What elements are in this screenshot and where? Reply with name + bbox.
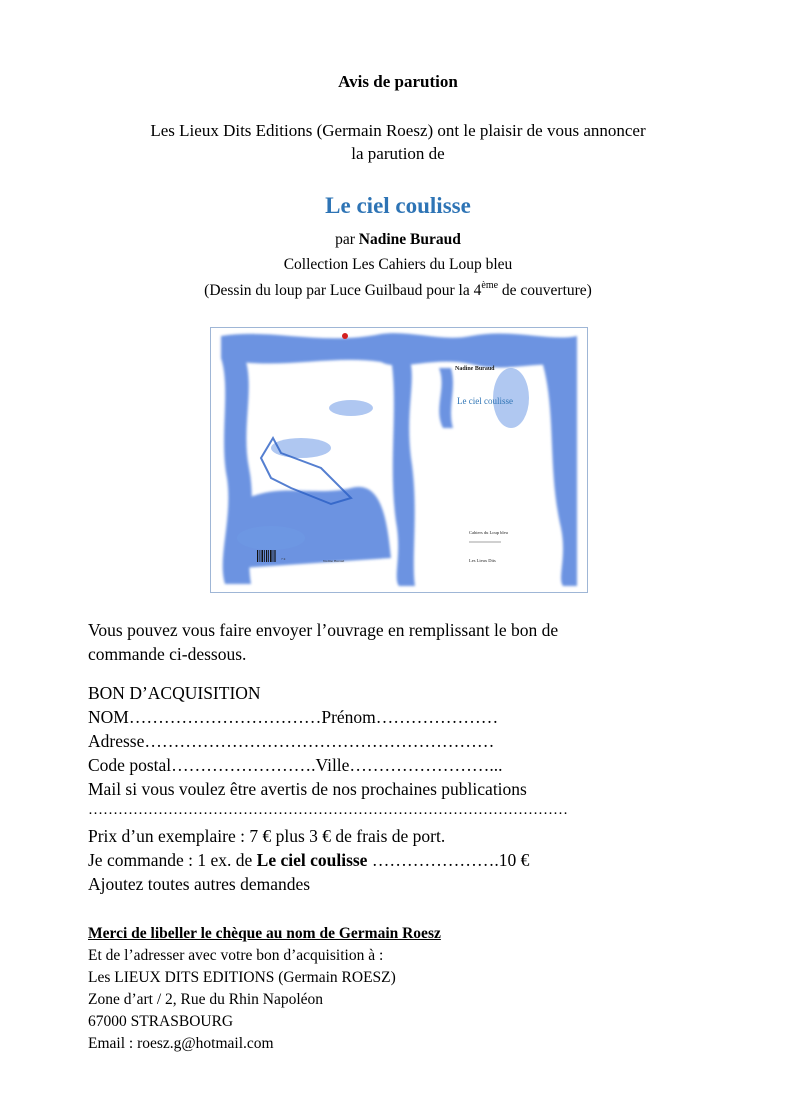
cover-title: Le ciel coulisse [457,396,513,406]
cheque-instruction: Merci de libeller le chèque au nom de Germain Roesz [88,925,441,942]
order-intro-line-2: commande ci-dessous. [88,644,247,664]
intro-line-1: Les Lieux Dits Editions (Germain Roesz) ont le plaisir de vous annoncer [150,121,646,140]
order-intro-line-1: Vous pouvez vous faire envoyer l’ouvrage en remplissant le bon de [88,620,559,640]
cover-back-author: Nadine Buraud [323,559,345,563]
cover-price: 7 € [281,557,286,561]
author-prefix: par [335,231,359,248]
publisher-name: Les LIEUX DITS EDITIONS (Germain ROESZ) [88,969,396,986]
intro-line-2: la parution de [351,144,445,163]
book-author: Nadine Buraud [358,231,461,248]
command-text: Je commande : 1 ex. de [88,850,257,870]
book-author-line [0,231,796,249]
command-book-title: Le ciel coulisse [256,850,368,870]
credit-text: (Dessin du loup par Luce Guilbaud pour la 4 [204,282,482,299]
publisher-email[interactable]: Email : roesz.g@hotmail.com [88,1035,274,1052]
form-title: BON D’ACQUISITION [88,683,261,703]
send-instruction: Et de l’adresser avec votre bon d’acquisition à : [88,947,384,964]
book-collection: Collection Les Cahiers du Loup bleu [283,256,513,273]
field-code-postal-ville[interactable]: Code postal…………………….Ville……………………... [88,755,503,775]
book-cover-image [210,327,588,593]
mail-prompt: Mail si vous voulez être avertis de nos prochaines publications [88,779,527,799]
page-heading: Avis de parution [338,72,458,91]
field-nom-prenom[interactable]: NOM……………………………Prénom………………… [88,707,499,727]
price-line: Prix d’un exemplaire : 7 € plus 3 € de frais de port. [88,826,446,846]
credit-text-end: de couverture) [498,282,592,299]
cover-author: Nadine Buraud [455,366,495,372]
command-line [88,850,529,871]
cover-collection: Cahiers du Loup bleu [469,530,508,535]
cover-artwork [211,328,587,592]
cover-publisher: Les Lieux Dits [469,558,496,563]
illustration-credit [0,282,796,300]
barcode [257,550,276,562]
book-title: Le ciel coulisse [325,193,471,218]
command-amount: ………………….10 € [367,850,530,870]
field-mail[interactable]: …………………………………………………………………………………… [88,802,568,818]
publisher-city: 67000 STRASBOURG [88,1013,234,1030]
publisher-street: Zone d’art / 2, Rue du Rhin Napoléon [88,991,324,1008]
field-adresse[interactable]: Adresse…………………………………………………… [88,731,495,751]
credit-superscript: ème [481,280,499,291]
extra-requests: Ajoutez toutes autres demandes [88,874,311,894]
